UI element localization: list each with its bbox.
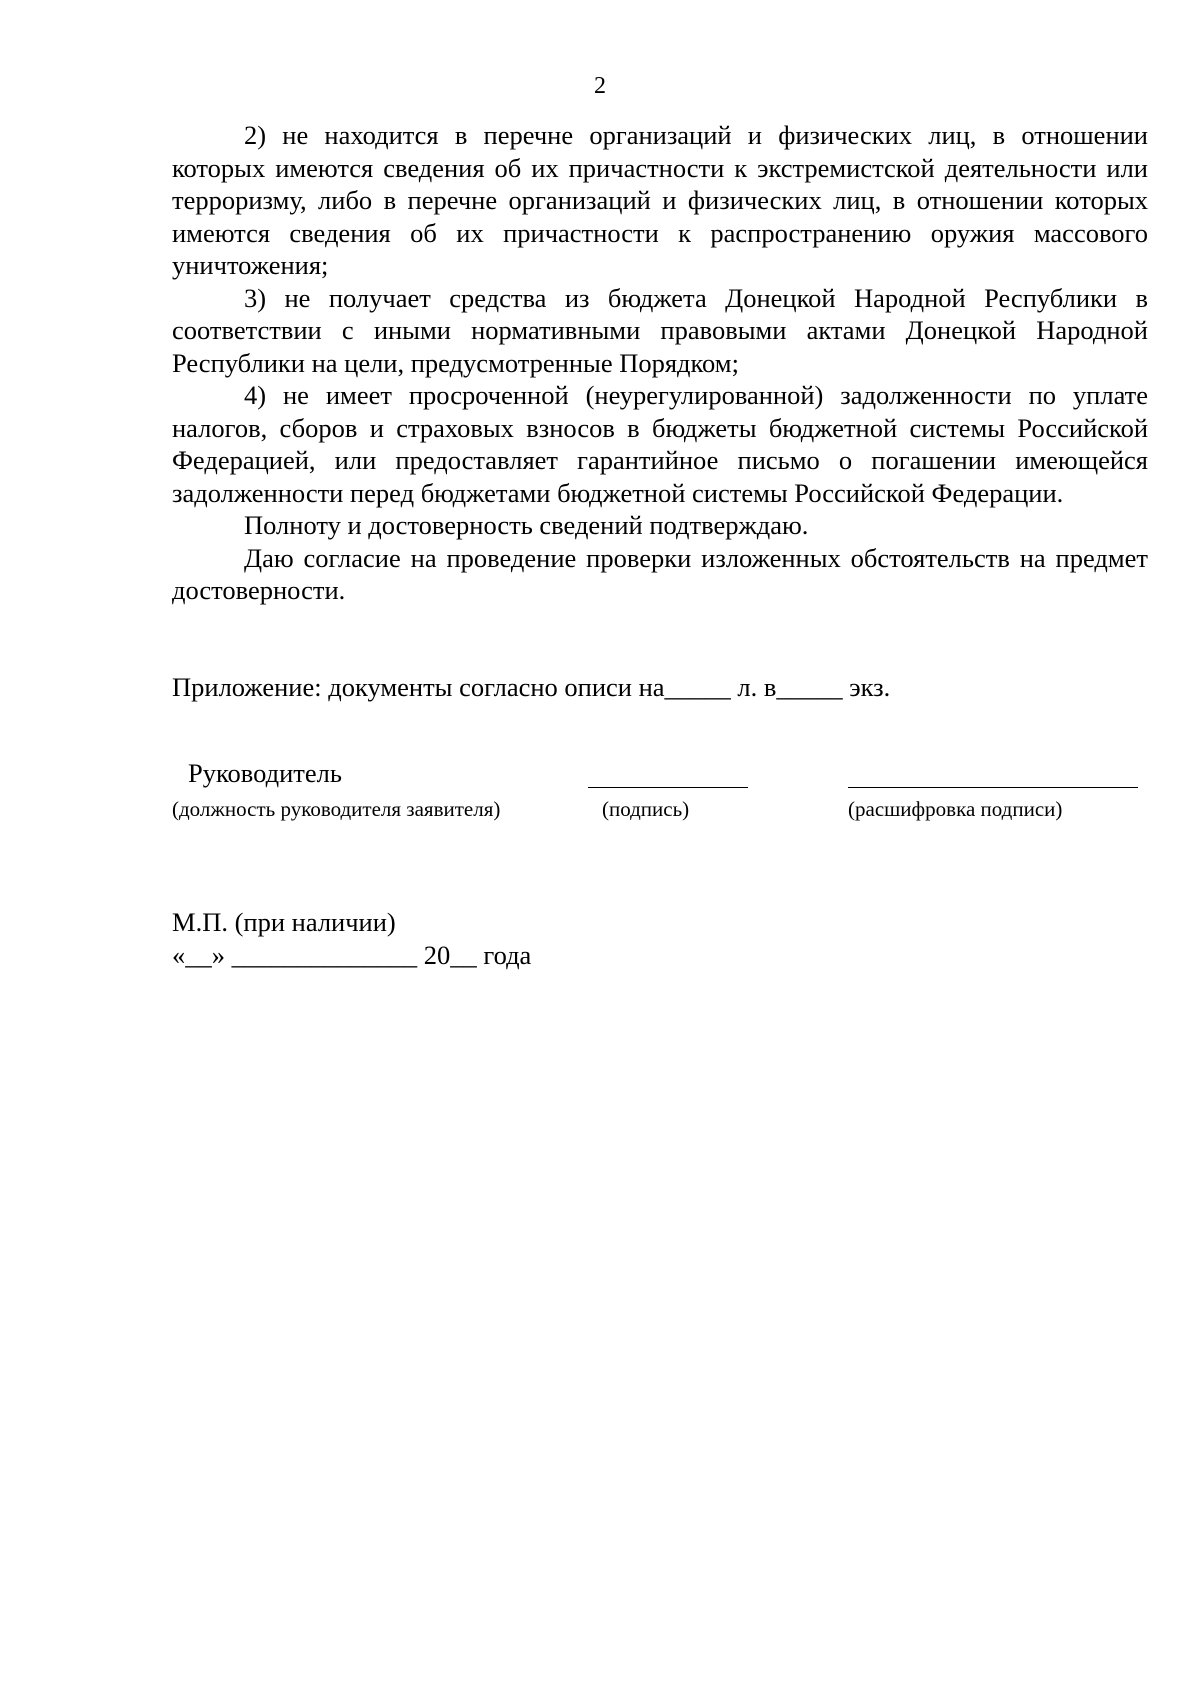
appendix-line: Приложение: документы согласно описи на_____ л. в_____ экз. bbox=[172, 672, 891, 702]
paragraph-item-3: 3) не получает средства из бюджета Донецкой Народной Республики в соответствии с иными нормативными правовыми актами Донецкой Народной Республики на цели, предусмотренные Порядком; bbox=[172, 282, 1148, 378]
signature-line bbox=[588, 787, 748, 788]
signature-caption: (подпись) bbox=[602, 797, 690, 821]
date-line: «__» ______________ 20__ года bbox=[172, 939, 532, 970]
stamp-label: М.П. (при наличии) bbox=[172, 907, 396, 937]
signature-decoding-line bbox=[848, 787, 1138, 788]
position-caption: (должность руководителя заявителя) bbox=[172, 797, 501, 821]
signature-title: Руководитель bbox=[188, 758, 342, 788]
paragraph-consent: Даю согласие на проведение проверки изложенных обстоятельств на предмет достоверности. bbox=[172, 542, 1148, 605]
body-text bbox=[172, 119, 1148, 607]
stamp-block bbox=[172, 906, 531, 971]
decoding-caption: (расшифровка подписи) bbox=[848, 797, 1063, 821]
paragraph-confirmation: Полноту и достоверность сведений подтверждаю. bbox=[244, 510, 809, 540]
paragraph-item-4: 4) не имеет просроченной (неурегулированной) задолженности по уплате налогов, сборов и страховых взносов в бюджеты бюджетной системы Российской Федерацией, или предоставляет гарантийное письмо о погашении имеющейся задолженности перед бюджетами бюджетной системы Российской Федерации. bbox=[172, 380, 1148, 508]
paragraph-item-2: 2) не находится в перечне организаций и физических лиц, в отношении которых имеются сведения об их причастности к экстремистской деятельности или терроризму, либо в перечне организаций и физических лиц, в отношении которых имеются сведения об их причастности к распространению оружия массового уничтожения; bbox=[172, 120, 1148, 280]
page-number: 2 bbox=[594, 73, 606, 99]
signature-block bbox=[172, 757, 1148, 867]
